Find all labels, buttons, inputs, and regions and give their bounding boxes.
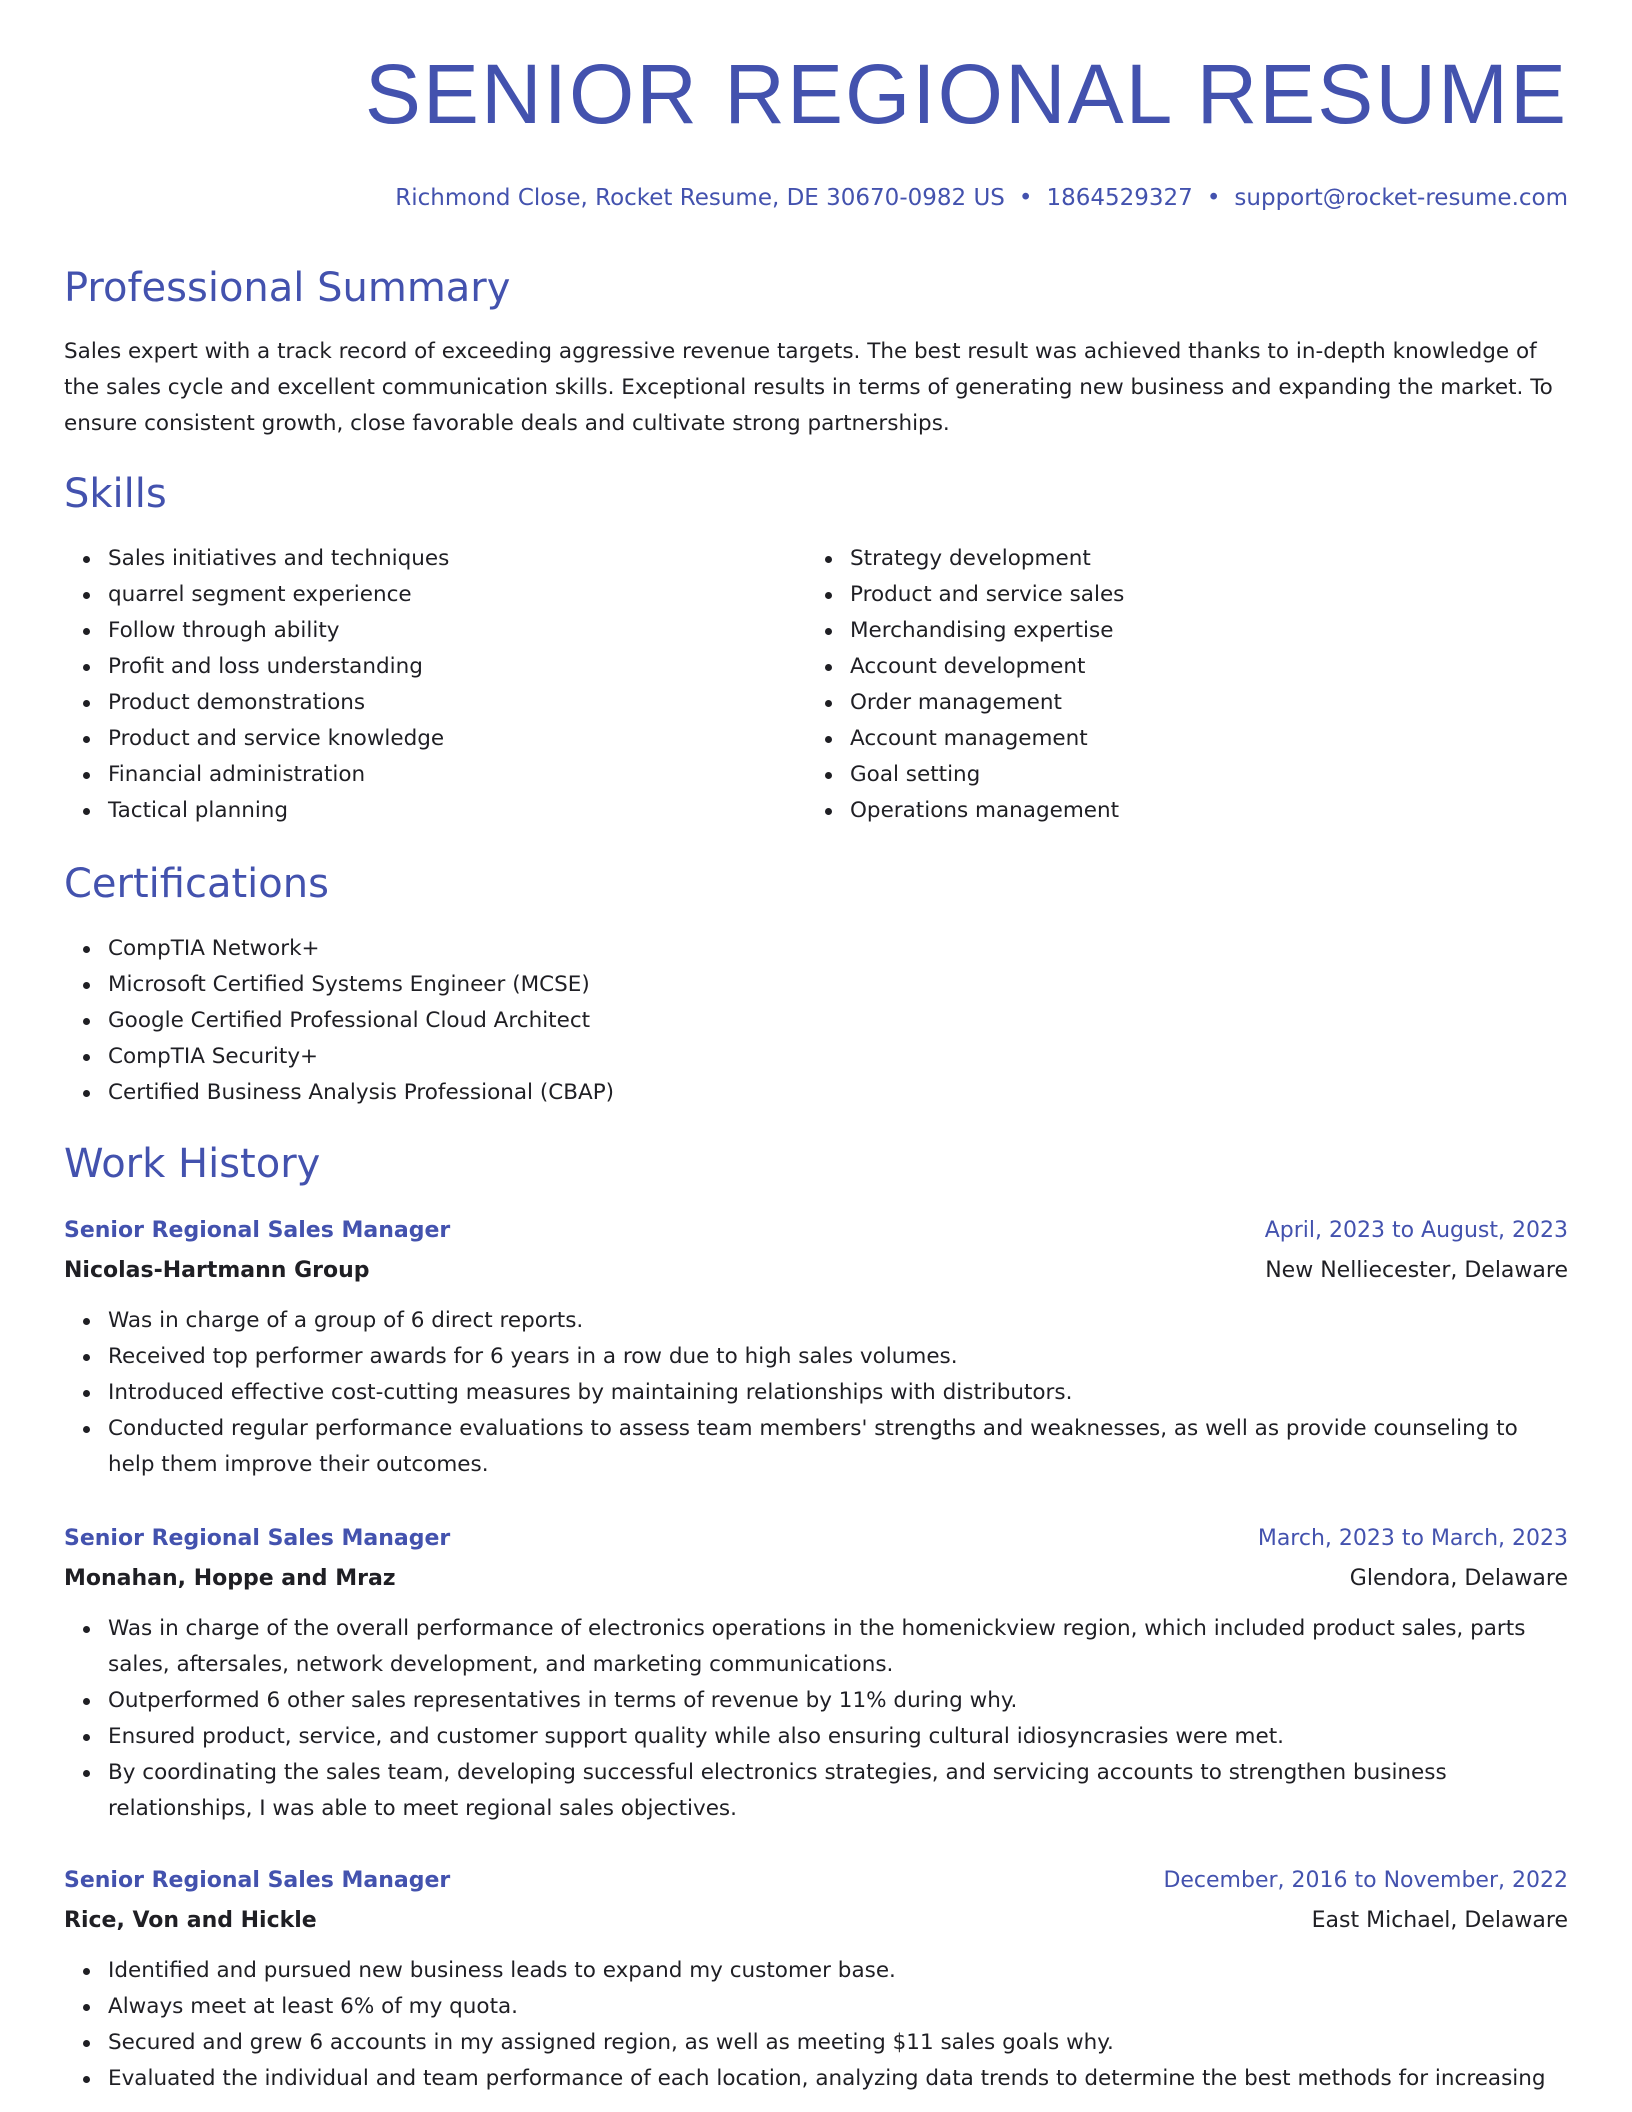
job-dates: December, 2016 to November, 2022 <box>1163 1868 1568 1893</box>
job-company: Monahan, Hoppe and Mraz <box>64 1566 396 1591</box>
certification-item: CompTIA Network+ <box>64 931 1568 967</box>
certification-item: Microsoft Certified Systems Engineer (MCSE) <box>64 967 1568 1003</box>
skill-item: Operations management <box>806 793 1546 829</box>
certification-item: Certified Business Analysis Professional (CBAP) <box>64 1075 1568 1111</box>
job-location: New Nelliecester, Delaware <box>1265 1258 1568 1283</box>
skill-item: Product and service knowledge <box>64 721 804 757</box>
job-company: Nicolas-Hartmann Group <box>64 1258 370 1283</box>
job-bullet: Received top performer awards for 6 years in a row due to high sales volumes. <box>64 1339 1568 1375</box>
job-dates: April, 2023 to August, 2023 <box>1264 1218 1568 1243</box>
job-bullets <box>64 1303 1568 1483</box>
skill-item: Sales initiatives and techniques <box>64 541 804 577</box>
summary-text: Sales expert with a track record of exceeding aggressive revenue targets. The best result was achieved thanks to in-depth knowledge of the sales cycle and excellent communication skills. Exceptional results in terms of generating new business and expanding the market. To ensure consistent growth, close favorable deals and cultivate strong partnerships. <box>64 339 1553 436</box>
job-bullets <box>64 1953 1568 2097</box>
job-bullet: Introduced effective cost-cutting measures by maintaining relationships with distributors. <box>64 1375 1568 1411</box>
job-bullet: Outperformed 6 other sales representatives in terms of revenue by 11% during why. <box>64 1683 1568 1719</box>
certifications-list <box>64 931 1568 1111</box>
job-title: Senior Regional Sales Manager <box>64 1526 451 1551</box>
contact-separator: • <box>1206 185 1221 211</box>
contact-phone: 1864529327 <box>1046 185 1193 211</box>
skills-list-left <box>64 541 804 829</box>
skill-item: Account development <box>806 649 1546 685</box>
job-entry <box>64 1861 1568 2097</box>
work-history-heading: Work History <box>64 1141 321 1187</box>
job-bullet: Evaluated the individual and team performance of each location, analyzing data trends to determine the best methods for increasing <box>64 2061 1568 2097</box>
job-title: Senior Regional Sales Manager <box>64 1868 451 1893</box>
job-dates: March, 2023 to March, 2023 <box>1257 1526 1568 1551</box>
job-bullet: Was in charge of the overall performance of electronics operations in the homenickview region, which included product sales, parts sales, aftersales, network development, and marketing communications. <box>64 1611 1568 1683</box>
skill-item: Strategy development <box>806 541 1546 577</box>
skills-list-right <box>806 541 1546 829</box>
skill-item: Tactical planning <box>64 793 804 829</box>
skill-item: quarrel segment experience <box>64 577 804 613</box>
job-entry <box>64 1211 1568 1483</box>
certification-item: CompTIA Security+ <box>64 1039 1568 1075</box>
skills-heading: Skills <box>64 471 167 517</box>
skill-item: Account management <box>806 721 1546 757</box>
skill-item: Follow through ability <box>64 613 804 649</box>
certifications-heading: Certifications <box>64 861 329 907</box>
skill-item: Merchandising expertise <box>806 613 1546 649</box>
job-bullet: Conducted regular performance evaluations to assess team members' strengths and weaknesses, as well as provide counseling to help them improve their outcomes. <box>64 1411 1568 1483</box>
resume-title: SENIOR REGIONAL RESUME <box>364 47 1568 141</box>
certification-item: Google Certified Professional Cloud Architect <box>64 1003 1568 1039</box>
contact-email[interactable]: support@rocket-resume.com <box>1234 185 1568 211</box>
skill-item: Product and service sales <box>806 577 1546 613</box>
skill-item: Product demonstrations <box>64 685 804 721</box>
job-bullets <box>64 1611 1568 1827</box>
summary-heading: Professional Summary <box>64 265 511 311</box>
skill-item: Goal setting <box>806 757 1546 793</box>
job-location: East Michael, Delaware <box>1311 1908 1568 1933</box>
job-bullet: Identified and pursued new business leads to expand my customer base. <box>64 1953 1568 1989</box>
contact-line <box>395 182 1568 214</box>
skill-item: Profit and loss understanding <box>64 649 804 685</box>
job-bullet: Ensured product, service, and customer support quality while also ensuring cultural idiosyncrasies were met. <box>64 1719 1568 1755</box>
job-bullet: Was in charge of a group of 6 direct reports. <box>64 1303 1568 1339</box>
job-company: Rice, Von and Hickle <box>64 1908 317 1933</box>
skill-item: Financial administration <box>64 757 804 793</box>
job-entry <box>64 1519 1568 1827</box>
job-bullet: Always meet at least 6% of my quota. <box>64 1989 1568 2025</box>
job-title: Senior Regional Sales Manager <box>64 1218 451 1243</box>
job-bullet: Secured and grew 6 accounts in my assigned region, as well as meeting $11 sales goals why. <box>64 2025 1568 2061</box>
skill-item: Order management <box>806 685 1546 721</box>
contact-separator: • <box>1018 185 1033 211</box>
job-location: Glendora, Delaware <box>1349 1566 1568 1591</box>
contact-address: Richmond Close, Rocket Resume, DE 30670-0982 US <box>395 185 1005 211</box>
job-bullet: By coordinating the sales team, developing successful electronics strategies, and servicing accounts to strengthen business relationships, I was able to meet regional sales objectives. <box>64 1755 1568 1827</box>
